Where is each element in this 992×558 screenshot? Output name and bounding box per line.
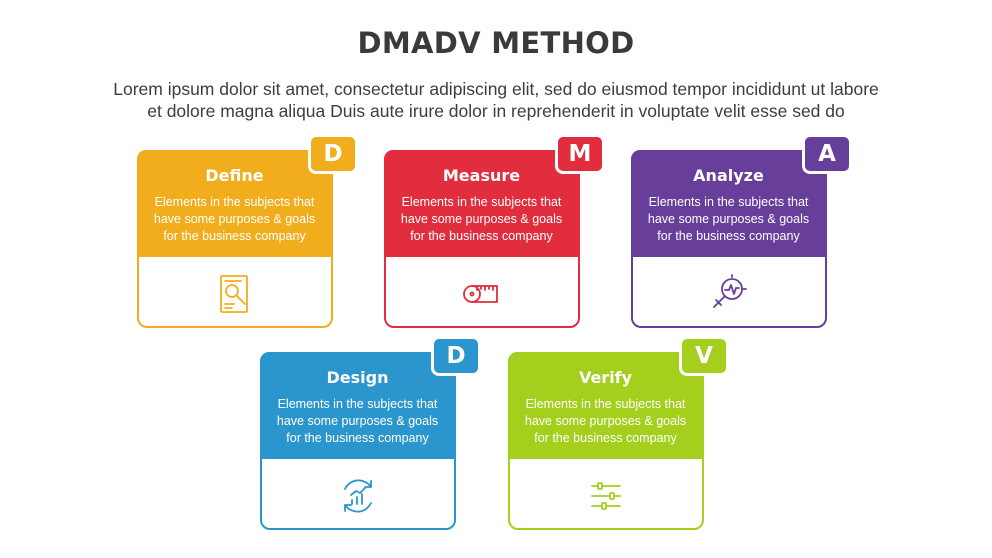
step-card-analyze (631, 141, 836, 328)
card-header (631, 150, 827, 257)
card-header (137, 150, 333, 257)
tape-measure-icon (459, 271, 505, 317)
subtitle-line-2: et dolore magna aliqua Duis aute irure dolor in reprehenderit in voluptate velit esse sed do (147, 101, 845, 121)
step-letter-badge: V (679, 336, 729, 376)
step-letter-badge: M (555, 134, 605, 174)
step-card-verify (508, 343, 713, 530)
step-letter-badge: A (802, 134, 852, 174)
step-card-design (260, 343, 466, 530)
step-letter-badge: D (431, 336, 481, 376)
page-title: DMADV METHOD (357, 26, 635, 60)
card-description: Elements in the subjects that have some purposes & goals for the business company (524, 396, 687, 445)
card-title: Analyze (693, 165, 764, 185)
card-description: Elements in the subjects that have some purposes & goals for the business company (400, 194, 563, 243)
card-description: Elements in the subjects that have some purposes & goals for the business company (153, 194, 316, 243)
card-title: Verify (578, 367, 633, 387)
card-title: Design (326, 367, 389, 387)
card-header (260, 352, 456, 459)
document-search-icon (212, 271, 258, 317)
step-letter-badge: D (308, 134, 358, 174)
card-description: Elements in the subjects that have some purposes & goals for the business company (647, 194, 810, 243)
subtitle-line-1: Lorem ipsum dolor sit amet, consectetur adipiscing elit, sed do eiusmod tempor incididunt ut labore (113, 79, 879, 99)
card-title: Define (205, 165, 264, 185)
card-title: Measure (442, 165, 521, 185)
card-description: Elements in the subjects that have some purposes & goals for the business company (276, 396, 439, 445)
card-header (384, 150, 580, 257)
card-header (508, 352, 704, 459)
step-card-measure (384, 141, 592, 328)
sliders-icon (583, 473, 629, 519)
growth-cycle-icon (335, 473, 381, 519)
page-subtitle (0, 78, 992, 122)
step-card-define (137, 141, 343, 328)
magnifier-chart-icon (706, 271, 752, 317)
